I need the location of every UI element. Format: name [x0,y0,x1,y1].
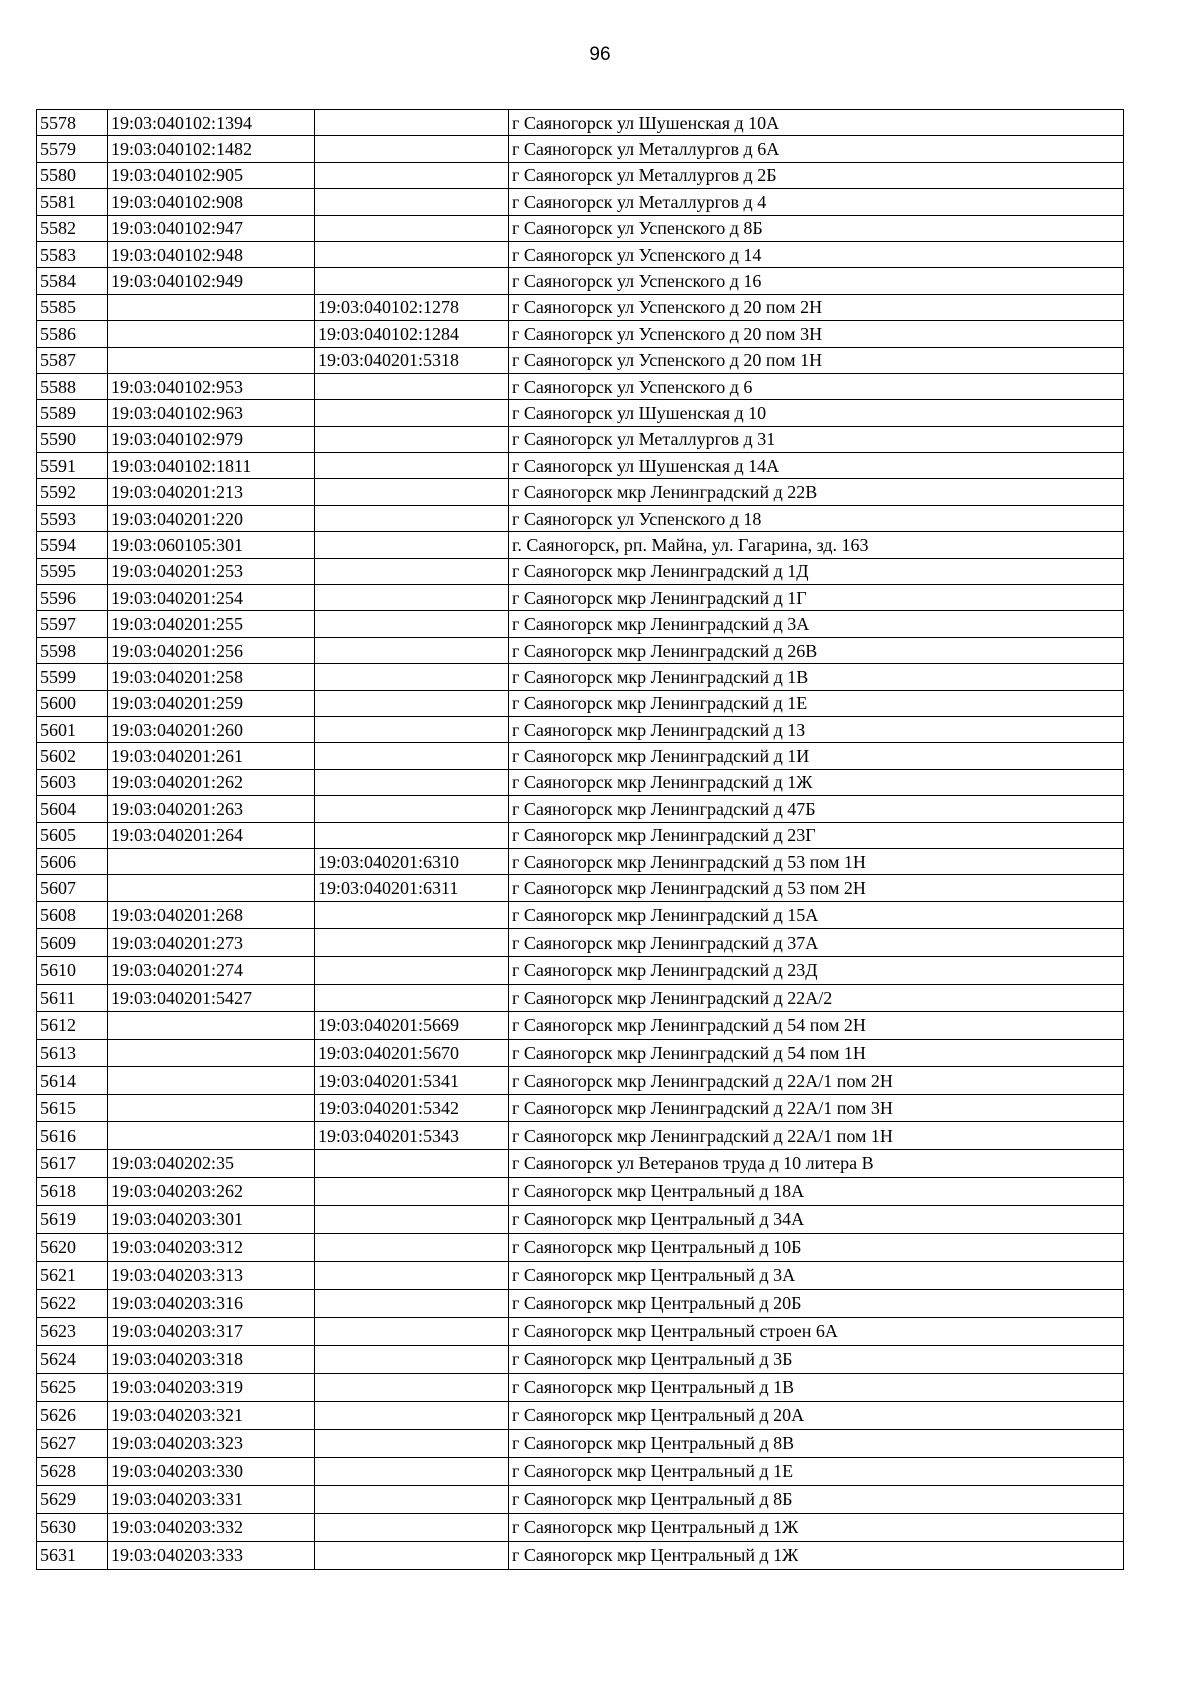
row-number-cell: 5607 [37,875,108,901]
premise-cadastral-number-cell [315,1150,509,1178]
row-number-cell: 5624 [37,1345,108,1373]
address-cell: г Саяногорск мкр Центральный д 1Е [509,1457,1124,1485]
table-row [37,769,1124,795]
premise-cadastral-number-cell [315,1373,509,1401]
row-number-cell: 5596 [37,585,108,611]
address-cell: г Саяногорск ул Металлургов д 6А [509,136,1124,162]
address-cell: г Саяногорск ул Успенского д 8Б [509,215,1124,241]
premise-cadastral-number-cell: 19:03:040201:5342 [315,1094,509,1122]
table-row [37,1345,1124,1373]
table-row [37,347,1124,373]
cadastral-number-cell: 19:03:040201:256 [108,637,315,663]
table-row [37,479,1124,505]
premise-cadastral-number-cell [315,743,509,769]
cadastral-number-cell: 19:03:040203:262 [108,1177,315,1205]
address-cell: г Саяногорск мкр Ленинградский д 1Д [509,558,1124,584]
table-row [37,664,1124,690]
address-cell: г Саяногорск мкр Ленинградский д 22А/2 [509,984,1124,1012]
row-number-cell: 5578 [37,110,108,136]
table-row [37,848,1124,874]
row-number-cell: 5589 [37,400,108,426]
cadastral-number-cell: 19:03:040102:1811 [108,453,315,479]
table-row [37,796,1124,822]
cadastral-number-cell: 19:03:040202:35 [108,1150,315,1178]
row-number-cell: 5608 [37,901,108,929]
row-number-cell: 5626 [37,1401,108,1429]
row-number-cell: 5611 [37,984,108,1012]
premise-cadastral-number-cell [315,716,509,742]
row-number-cell: 5579 [37,136,108,162]
premise-cadastral-number-cell [315,984,509,1012]
premise-cadastral-number-cell [315,956,509,984]
premise-cadastral-number-cell [315,505,509,531]
premise-cadastral-number-cell [315,1177,509,1205]
premise-cadastral-number-cell [315,1541,509,1569]
registry-table [36,109,1124,1570]
table-row [37,1233,1124,1261]
table-row [37,241,1124,267]
premise-cadastral-number-cell [315,136,509,162]
cadastral-number-cell [108,294,315,320]
premise-cadastral-number-cell [315,215,509,241]
address-cell: г Саяногорск мкр Ленинградский д 1Ж [509,769,1124,795]
address-cell: г Саяногорск мкр Ленинградский д 26В [509,637,1124,663]
address-cell: г Саяногорск ул Успенского д 16 [509,268,1124,294]
cadastral-number-cell: 19:03:040203:313 [108,1261,315,1289]
cadastral-number-cell: 19:03:040203:301 [108,1205,315,1233]
row-number-cell: 5580 [37,162,108,188]
premise-cadastral-number-cell [315,1345,509,1373]
table-row [37,1429,1124,1457]
row-number-cell: 5616 [37,1122,108,1150]
row-number-cell: 5605 [37,822,108,848]
premise-cadastral-number-cell [315,1317,509,1345]
cadastral-number-cell: 19:03:040201:260 [108,716,315,742]
table-row [37,929,1124,957]
cadastral-number-cell: 19:03:040203:321 [108,1401,315,1429]
table-row [37,532,1124,558]
cadastral-number-cell: 19:03:040201:220 [108,505,315,531]
cadastral-number-cell: 19:03:040102:949 [108,268,315,294]
premise-cadastral-number-cell [315,585,509,611]
cadastral-number-cell [108,347,315,373]
table-row [37,611,1124,637]
table-row [37,1541,1124,1569]
premise-cadastral-number-cell [315,690,509,716]
table-row [37,716,1124,742]
cadastral-number-cell [108,848,315,874]
premise-cadastral-number-cell [315,901,509,929]
row-number-cell: 5586 [37,321,108,347]
row-number-cell: 5602 [37,743,108,769]
premise-cadastral-number-cell: 19:03:040201:5670 [315,1039,509,1067]
premise-cadastral-number-cell [315,822,509,848]
row-number-cell: 5621 [37,1261,108,1289]
row-number-cell: 5618 [37,1177,108,1205]
premise-cadastral-number-cell [315,373,509,399]
cadastral-number-cell: 19:03:040201:254 [108,585,315,611]
address-cell: г Саяногорск мкр Центральный д 3А [509,1261,1124,1289]
address-cell: г Саяногорск мкр Центральный д 1Ж [509,1513,1124,1541]
table-row [37,400,1124,426]
table-row [37,110,1124,136]
row-number-cell: 5614 [37,1067,108,1095]
row-number-cell: 5619 [37,1205,108,1233]
address-cell: г Саяногорск мкр Центральный д 1Ж [509,1541,1124,1569]
table-row [37,558,1124,584]
row-number-cell: 5595 [37,558,108,584]
row-number-cell: 5604 [37,796,108,822]
premise-cadastral-number-cell [315,162,509,188]
cadastral-number-cell: 19:03:040201:268 [108,901,315,929]
table-row [37,1485,1124,1513]
address-cell: г Саяногорск мкр Ленинградский д 47Б [509,796,1124,822]
address-cell: г Саяногорск ул Шушенская д 14А [509,453,1124,479]
row-number-cell: 5593 [37,505,108,531]
premise-cadastral-number-cell: 19:03:040201:6311 [315,875,509,901]
premise-cadastral-number-cell [315,769,509,795]
cadastral-number-cell: 19:03:040203:333 [108,1541,315,1569]
row-number-cell: 5594 [37,532,108,558]
table-row [37,1457,1124,1485]
premise-cadastral-number-cell: 19:03:040201:5669 [315,1012,509,1040]
address-cell: г Саяногорск мкр Центральный д 20А [509,1401,1124,1429]
address-cell: г Саяногорск мкр Центральный строен 6А [509,1317,1124,1345]
table-row [37,984,1124,1012]
address-cell: г Саяногорск ул Металлургов д 2Б [509,162,1124,188]
premise-cadastral-number-cell [315,1401,509,1429]
address-cell: г Саяногорск мкр Центральный д 20Б [509,1289,1124,1317]
row-number-cell: 5582 [37,215,108,241]
cadastral-number-cell: 19:03:040201:255 [108,611,315,637]
cadastral-number-cell: 19:03:040201:264 [108,822,315,848]
page-number: 96 [589,44,611,65]
row-number-cell: 5603 [37,769,108,795]
row-number-cell: 5612 [37,1012,108,1040]
address-cell: г Саяногорск мкр Центральный д 1В [509,1373,1124,1401]
row-number-cell: 5623 [37,1317,108,1345]
address-cell: г Саяногорск мкр Центральный д 3Б [509,1345,1124,1373]
row-number-cell: 5631 [37,1541,108,1569]
premise-cadastral-number-cell [315,532,509,558]
address-cell: г Саяногорск мкр Ленинградский д 3А [509,611,1124,637]
cadastral-number-cell: 19:03:060105:301 [108,532,315,558]
table-row [37,956,1124,984]
cadastral-number-cell: 19:03:040201:259 [108,690,315,716]
premise-cadastral-number-cell [315,1261,509,1289]
cadastral-number-cell: 19:03:040203:332 [108,1513,315,1541]
table-row [37,373,1124,399]
table-row [37,875,1124,901]
row-number-cell: 5591 [37,453,108,479]
table-row [37,1205,1124,1233]
address-cell: г Саяногорск мкр Центральный д 8Б [509,1485,1124,1513]
table-row [37,585,1124,611]
address-cell: г Саяногорск мкр Ленинградский д 1И [509,743,1124,769]
address-cell: г Саяногорск мкр Ленинградский д 22В [509,479,1124,505]
premise-cadastral-number-cell [315,1457,509,1485]
row-number-cell: 5610 [37,956,108,984]
cadastral-number-cell: 19:03:040102:1394 [108,110,315,136]
cadastral-number-cell: 19:03:040201:213 [108,479,315,505]
premise-cadastral-number-cell [315,664,509,690]
row-number-cell: 5617 [37,1150,108,1178]
row-number-cell: 5585 [37,294,108,320]
cadastral-number-cell: 19:03:040102:979 [108,426,315,452]
address-cell: г Саяногорск мкр Ленинградский д 1Г [509,585,1124,611]
cadastral-number-cell [108,321,315,347]
address-cell: г Саяногорск ул Металлургов д 4 [509,189,1124,215]
premise-cadastral-number-cell [315,1429,509,1457]
row-number-cell: 5629 [37,1485,108,1513]
cadastral-number-cell: 19:03:040201:253 [108,558,315,584]
row-number-cell: 5625 [37,1373,108,1401]
address-cell: г Саяногорск ул Успенского д 18 [509,505,1124,531]
table-row [37,1094,1124,1122]
table-row [37,1401,1124,1429]
row-number-cell: 5600 [37,690,108,716]
cadastral-number-cell: 19:03:040201:274 [108,956,315,984]
premise-cadastral-number-cell [315,110,509,136]
address-cell: г Саяногорск ул Металлургов д 31 [509,426,1124,452]
table-row [37,1513,1124,1541]
cadastral-number-cell: 19:03:040203:318 [108,1345,315,1373]
table-row [37,189,1124,215]
table-row [37,294,1124,320]
address-cell: г Саяногорск мкр Центральный д 10Б [509,1233,1124,1261]
address-cell: г Саяногорск мкр Ленинградский д 1З [509,716,1124,742]
row-number-cell: 5588 [37,373,108,399]
row-number-cell: 5598 [37,637,108,663]
cadastral-number-cell: 19:03:040201:263 [108,796,315,822]
row-number-cell: 5581 [37,189,108,215]
cadastral-number-cell: 19:03:040201:5427 [108,984,315,1012]
cadastral-number-cell [108,1067,315,1095]
premise-cadastral-number-cell [315,929,509,957]
premise-cadastral-number-cell: 19:03:040201:5343 [315,1122,509,1150]
address-cell: г Саяногорск мкр Ленинградский д 1В [509,664,1124,690]
address-cell: г Саяногорск мкр Ленинградский д 22А/1 пом 3Н [509,1094,1124,1122]
table-row [37,136,1124,162]
registry-table-body [37,110,1124,1570]
table-row [37,215,1124,241]
row-number-cell: 5587 [37,347,108,373]
address-cell: г Саяногорск мкр Центральный д 34А [509,1205,1124,1233]
address-cell: г Саяногорск ул Успенского д 6 [509,373,1124,399]
address-cell: г Саяногорск ул Успенского д 20 пом 2Н [509,294,1124,320]
cadastral-number-cell: 19:03:040102:947 [108,215,315,241]
premise-cadastral-number-cell [315,189,509,215]
cadastral-number-cell: 19:03:040203:331 [108,1485,315,1513]
table-row [37,637,1124,663]
address-cell: г Саяногорск мкр Ленинградский д 54 пом 1Н [509,1039,1124,1067]
premise-cadastral-number-cell [315,1485,509,1513]
cadastral-number-cell: 19:03:040201:262 [108,769,315,795]
cadastral-number-cell [108,1094,315,1122]
row-number-cell: 5620 [37,1233,108,1261]
premise-cadastral-number-cell [315,453,509,479]
premise-cadastral-number-cell [315,1289,509,1317]
table-row [37,1177,1124,1205]
cadastral-number-cell: 19:03:040201:258 [108,664,315,690]
address-cell: г Саяногорск мкр Ленинградский д 23Д [509,956,1124,984]
premise-cadastral-number-cell: 19:03:040201:5318 [315,347,509,373]
row-number-cell: 5592 [37,479,108,505]
row-number-cell: 5628 [37,1457,108,1485]
premise-cadastral-number-cell: 19:03:040201:5341 [315,1067,509,1095]
table-row [37,901,1124,929]
address-cell: г Саяногорск ул Успенского д 20 пом 1Н [509,347,1124,373]
table-row [37,1317,1124,1345]
table-row [37,1122,1124,1150]
row-number-cell: 5599 [37,664,108,690]
cadastral-number-cell: 19:03:040201:261 [108,743,315,769]
row-number-cell: 5601 [37,716,108,742]
table-row [37,1289,1124,1317]
premise-cadastral-number-cell [315,1233,509,1261]
cadastral-number-cell [108,875,315,901]
cadastral-number-cell [108,1122,315,1150]
address-cell: г Саяногорск ул Успенского д 14 [509,241,1124,267]
premise-cadastral-number-cell: 19:03:040102:1284 [315,321,509,347]
premise-cadastral-number-cell: 19:03:040102:1278 [315,294,509,320]
table-row [37,743,1124,769]
address-cell: г Саяногорск ул Шушенская д 10А [509,110,1124,136]
premise-cadastral-number-cell [315,426,509,452]
cadastral-number-cell: 19:03:040102:948 [108,241,315,267]
cadastral-number-cell: 19:03:040102:908 [108,189,315,215]
table-row [37,162,1124,188]
address-cell: г Саяногорск ул Успенского д 20 пом 3Н [509,321,1124,347]
row-number-cell: 5606 [37,848,108,874]
cadastral-number-cell: 19:03:040201:273 [108,929,315,957]
table-row [37,321,1124,347]
table-row [37,268,1124,294]
premise-cadastral-number-cell [315,611,509,637]
cadastral-number-cell: 19:03:040203:319 [108,1373,315,1401]
table-row [37,1067,1124,1095]
premise-cadastral-number-cell [315,1205,509,1233]
address-cell: г Саяногорск мкр Ленинградский д 23Г [509,822,1124,848]
address-cell: г Саяногорск мкр Центральный д 8В [509,1429,1124,1457]
cadastral-number-cell: 19:03:040102:953 [108,373,315,399]
cadastral-number-cell [108,1039,315,1067]
cadastral-number-cell: 19:03:040102:1482 [108,136,315,162]
premise-cadastral-number-cell [315,637,509,663]
address-cell: г Саяногорск мкр Ленинградский д 37А [509,929,1124,957]
table-row [37,1012,1124,1040]
address-cell: г Саяногорск мкр Ленинградский д 15А [509,901,1124,929]
table-row [37,1039,1124,1067]
cadastral-number-cell: 19:03:040102:963 [108,400,315,426]
row-number-cell: 5630 [37,1513,108,1541]
cadastral-number-cell: 19:03:040203:330 [108,1457,315,1485]
premise-cadastral-number-cell [315,241,509,267]
table-row [37,822,1124,848]
row-number-cell: 5615 [37,1094,108,1122]
row-number-cell: 5583 [37,241,108,267]
cadastral-number-cell: 19:03:040203:317 [108,1317,315,1345]
premise-cadastral-number-cell [315,268,509,294]
table-row [37,453,1124,479]
table-row [37,1261,1124,1289]
premise-cadastral-number-cell [315,1513,509,1541]
cadastral-number-cell: 19:03:040203:312 [108,1233,315,1261]
cadastral-number-cell [108,1012,315,1040]
address-cell: г Саяногорск мкр Ленинградский д 1Е [509,690,1124,716]
address-cell: г Саяногорск мкр Ленинградский д 53 пом 1Н [509,848,1124,874]
premise-cadastral-number-cell [315,479,509,505]
table-row [37,505,1124,531]
cadastral-number-cell: 19:03:040102:905 [108,162,315,188]
row-number-cell: 5590 [37,426,108,452]
premise-cadastral-number-cell [315,400,509,426]
row-number-cell: 5613 [37,1039,108,1067]
row-number-cell: 5584 [37,268,108,294]
table-row [37,1373,1124,1401]
address-cell: г Саяногорск мкр Ленинградский д 22А/1 пом 2Н [509,1067,1124,1095]
row-number-cell: 5622 [37,1289,108,1317]
cadastral-number-cell: 19:03:040203:323 [108,1429,315,1457]
premise-cadastral-number-cell [315,796,509,822]
address-cell: г Саяногорск мкр Центральный д 18А [509,1177,1124,1205]
address-cell: г Саяногорск ул Шушенская д 10 [509,400,1124,426]
premise-cadastral-number-cell: 19:03:040201:6310 [315,848,509,874]
address-cell: г Саяногорск мкр Ленинградский д 22А/1 пом 1Н [509,1122,1124,1150]
row-number-cell: 5597 [37,611,108,637]
row-number-cell: 5609 [37,929,108,957]
address-cell: г. Саяногорск, рп. Майна, ул. Гагарина, зд. 163 [509,532,1124,558]
premise-cadastral-number-cell [315,558,509,584]
row-number-cell: 5627 [37,1429,108,1457]
table-row [37,1150,1124,1178]
address-cell: г Саяногорск мкр Ленинградский д 54 пом 2Н [509,1012,1124,1040]
cadastral-number-cell: 19:03:040203:316 [108,1289,315,1317]
table-row [37,426,1124,452]
address-cell: г Саяногорск ул Ветеранов труда д 10 литера В [509,1150,1124,1178]
address-cell: г Саяногорск мкр Ленинградский д 53 пом 2Н [509,875,1124,901]
table-row [37,690,1124,716]
